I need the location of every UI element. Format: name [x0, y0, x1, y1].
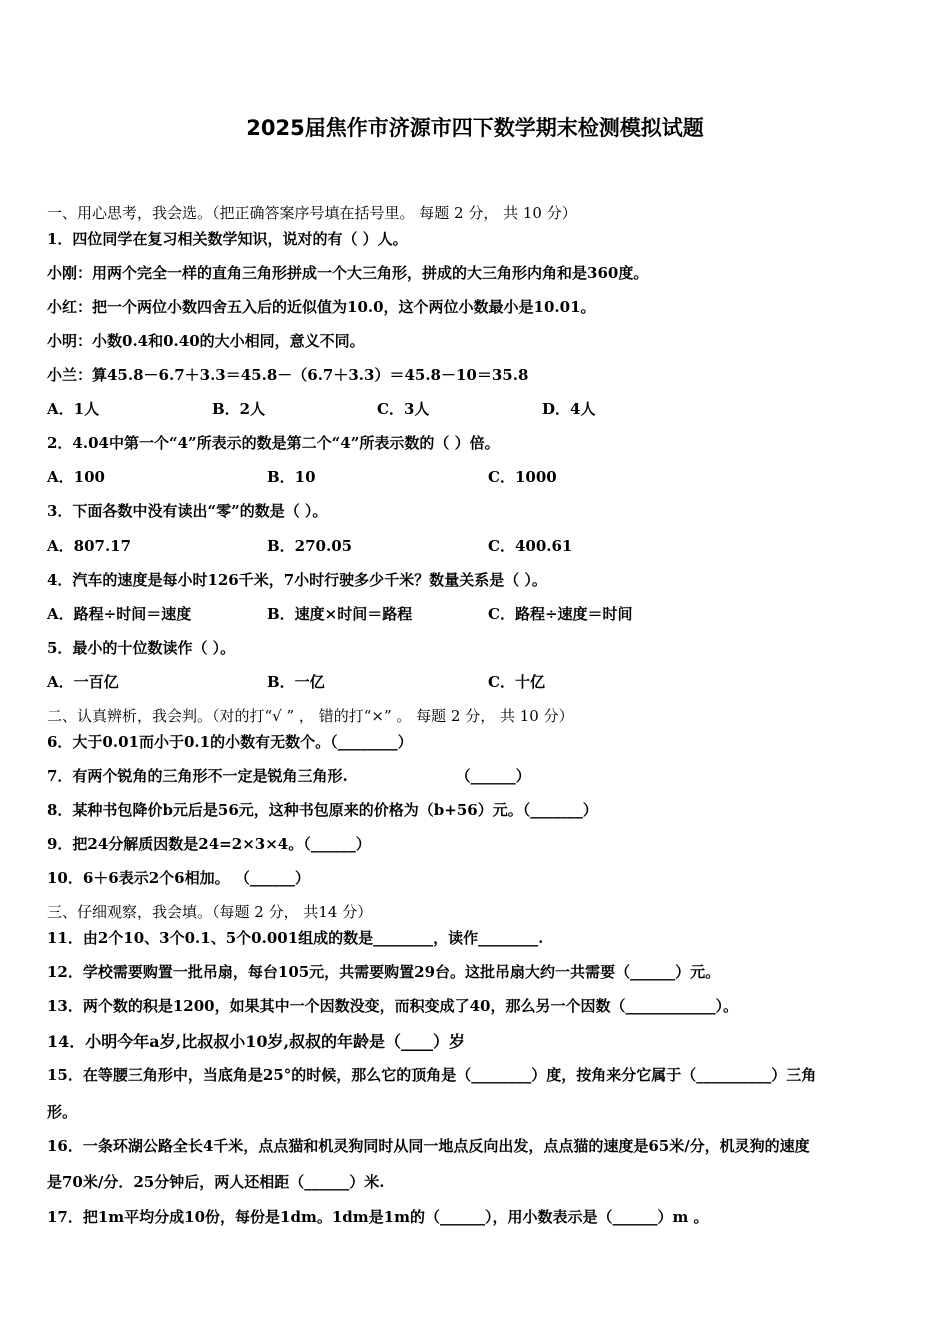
- question-17: 17．把1m平均分成10份，每份是1dm。1dm是1m的（______），用小数表示是（______）m 。: [47, 1208, 709, 1226]
- question-14: 14．小明今年a岁,比叔叔小10岁,叔叔的年龄是（____）岁: [47, 1032, 466, 1051]
- exam-title: 2025届焦作市济源市四下数学期末检测模拟试题: [246, 116, 704, 140]
- question-6: 6．大于0.01而小于0.1的小数有无数个。（________）: [47, 733, 413, 751]
- option-a: A．1人: [47, 400, 100, 418]
- option-a: A．100: [47, 468, 105, 486]
- question-5-stem: 5．最小的十位数读作（ ）。: [47, 639, 236, 657]
- question-7-text: 7．有两个锐角的三角形不一定是锐角三角形.: [47, 767, 348, 785]
- option-b: B．一亿: [267, 673, 325, 691]
- question-8: 8．某种书包降价b元后是56元，这种书包原来的价格为（b+56）元。（_______）: [47, 801, 598, 819]
- section-heading-2: 二、认真辨析，我会判。（对的打“√ ” ， 错的打“×” 。 每题 2 分， 共 10 分）: [47, 707, 574, 725]
- question-4-stem: 4．汽车的速度是每小时126千米，7小时行驶多少千米？数量关系是（ ）。: [47, 571, 547, 589]
- option-c: C．路程÷速度＝时间: [488, 605, 633, 623]
- option-a: A．807.17: [47, 537, 132, 555]
- question-11: 11．由2个10、3个0.1、5个0.001组成的数是________，读作________.: [47, 929, 544, 947]
- question-1-statement-xiaogang: 小刚：用两个完全一样的直角三角形拼成一个大三角形，拼成的大三角形内角和是360度。: [47, 264, 649, 282]
- question-1-statement-xiaolan: 小兰：算45.8－6.7＋3.3＝45.8－（6.7＋3.3）＝45.8－10＝35.8: [47, 366, 529, 384]
- question-10: 10．6＋6表示2个6相加。 （______）: [47, 869, 310, 887]
- option-a: A．一百亿: [47, 673, 119, 691]
- option-a: A．路程÷时间＝速度: [47, 605, 192, 623]
- option-b: B．速度×时间＝路程: [267, 605, 413, 623]
- question-16-line-2: 是70米/分．25分钟后，两人还相距（______）米.: [47, 1173, 385, 1191]
- question-13: 13．两个数的积是1200，如果其中一个因数没变，而积变成了40，那么另一个因数（____________）。: [47, 997, 738, 1015]
- question-1-statement-xiaoming: 小明：小数0.4和0.40的大小相同，意义不同。: [47, 332, 365, 350]
- question-2-stem: 2．4.04中第一个“4”所表示的数是第二个“4”所表示数的（ ）倍。: [47, 434, 500, 452]
- option-b: B．270.05: [267, 537, 353, 555]
- section-heading-1: 一、用心思考，我会选。（把正确答案序号填在括号里。 每题 2 分， 共 10 分）: [47, 204, 577, 222]
- option-c: C．1000: [488, 468, 557, 486]
- question-15-line-1: 15．在等腰三角形中，当底角是25°的时候，那么它的顶角是（________）度，按角来分它属于（__________）三角: [47, 1066, 817, 1084]
- option-b: B．2人: [212, 400, 266, 418]
- question-3-stem: 3．下面各数中没有读出“零”的数是（ ）。: [47, 502, 328, 520]
- question-7: [47, 765, 531, 786]
- option-c: C．十亿: [488, 673, 545, 691]
- question-1-stem: 1．四位同学在复习相关数学知识，说对的有（ ）人。: [47, 230, 408, 248]
- section-heading-3: 三、仔细观察，我会填。（每题 2 分， 共14 分）: [47, 903, 373, 921]
- question-15-line-2: 形。: [47, 1103, 78, 1121]
- question-16-line-1: 16．一条环湖公路全长4千米，点点猫和机灵狗同时从同一地点反向出发，点点猫的速度是65米/分，机灵狗的速度: [47, 1137, 810, 1155]
- option-c: C．400.61: [488, 537, 573, 555]
- question-1-statement-xiaohong: 小红：把一个两位小数四舍五入后的近似值为10.0，这个两位小数最小是10.01。: [47, 298, 596, 316]
- question-9: 9．把24分解质因数是24=2×3×4。（______）: [47, 835, 371, 853]
- option-d: D．4人: [542, 400, 596, 418]
- question-12: 12．学校需要购置一批吊扇，每台105元，共需要购置29台。这批吊扇大约一共需要（______）元。: [47, 963, 721, 981]
- question-7-blank: （______）: [455, 767, 531, 785]
- option-c: C．3人: [377, 400, 430, 418]
- option-b: B．10: [267, 468, 316, 486]
